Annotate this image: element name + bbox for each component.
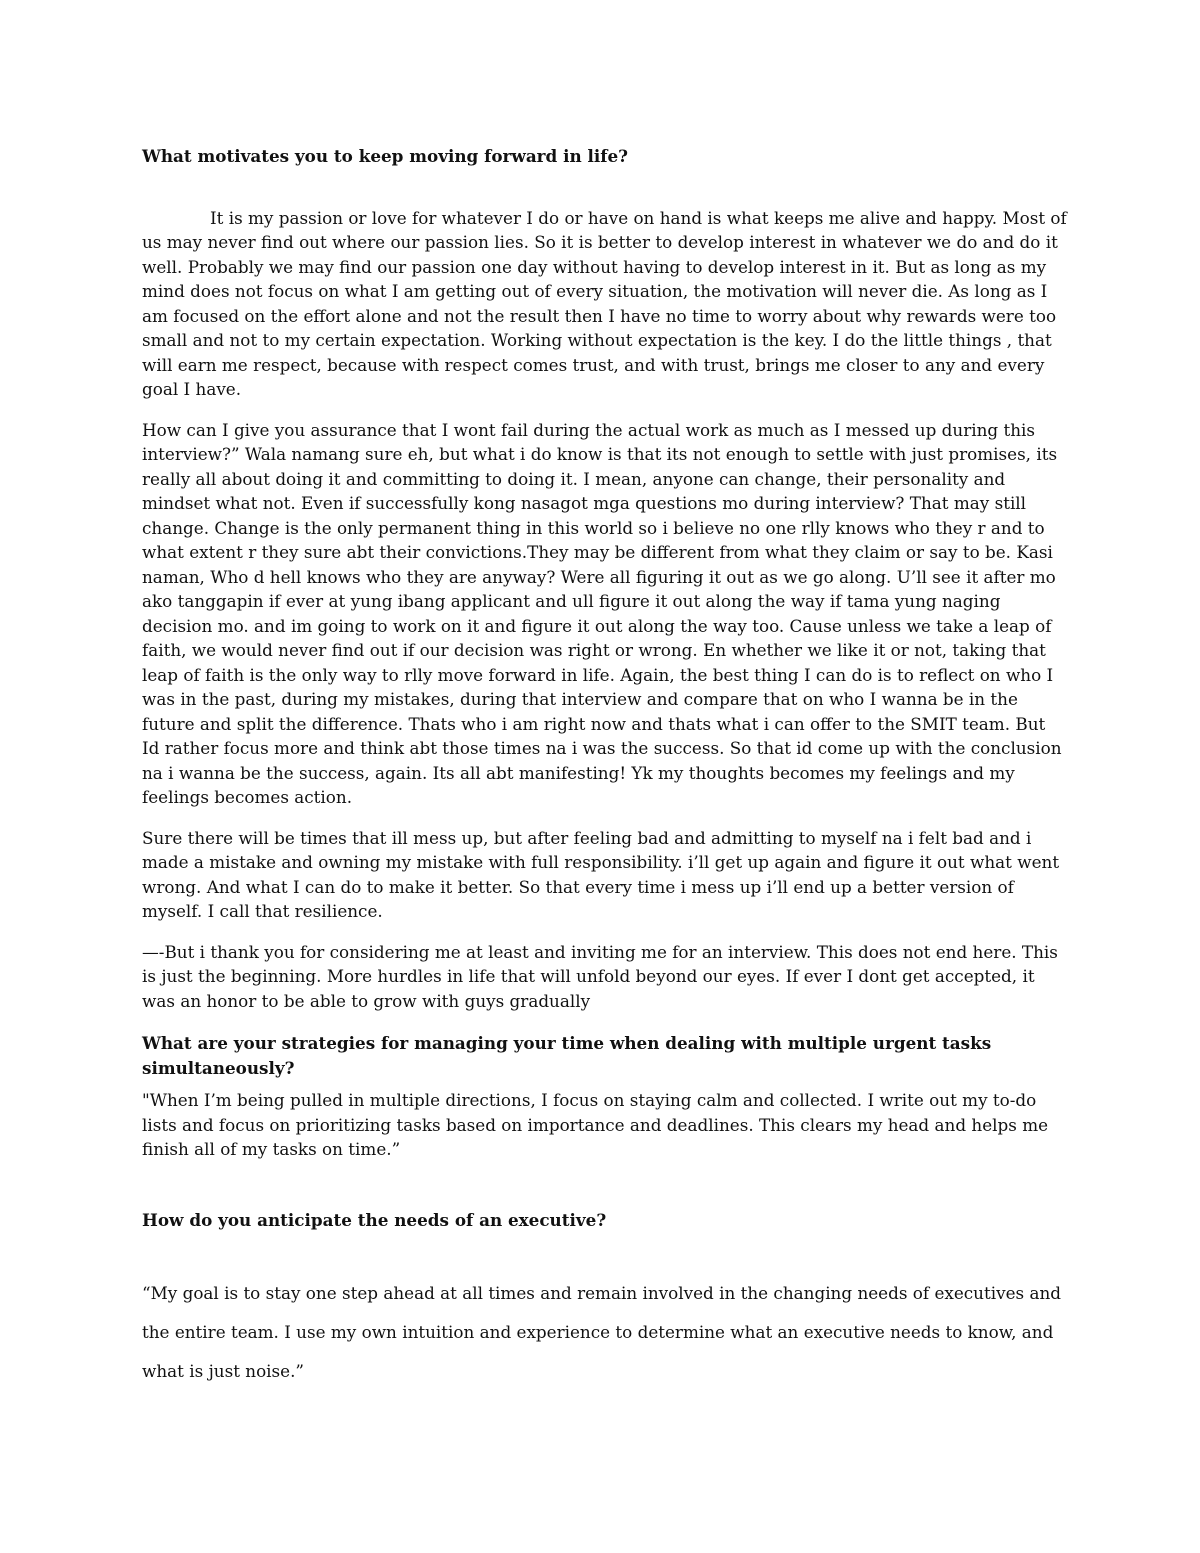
document-page <box>142 140 1067 1391</box>
question-heading-time-management: What are your strategies for managing your time when dealing with multiple urgent tasks simultaneously? <box>142 1033 992 1078</box>
answer-paragraph: How can I give you assurance that I wont fail during the actual work as much as I messed up during this interview?” Wala namang sure eh, but what i do know is that its not enough to settle with just promises, its really all about doing it and committing to doing it. I mean, anyone can change, their personality and mindset what not. Even if successfully kong nasagot mga questions mo during interview? That may still change. Change is the only permanent thing in this world so i believe no one rlly knows who they r and to what extent r they sure abt their convictions.They may be different from what they claim or say to be. Kasi naman, Who d hell knows who they are anyway? Were all figuring it out as we go along. U’ll see it after mo ako tanggapin if ever at yung ibang applicant and ull figure it out along the way if tama yung naging decision mo. and im going to work on it and figure it out along the way too. Cause unless we take a leap of faith, we would never find out if our decision was right or wrong. En whether we like it or not, taking that leap of faith is the only way to rlly move forward in life. Again, the best thing I can do is to reflect on who I was in the past, during my mistakes, during that interview and compare that on who I wanna be in the future and split the difference. Thats who i am right now and thats what i can offer to the SMIT team. But Id rather focus more and think abt those times na i was the success. So that id come up with the conclusion na i wanna be the success, again. Its all abt manifesting! Yk my thoughts becomes my feelings and my feelings becomes action. <box>142 419 1062 807</box>
answer-paragraph: “My goal is to stay one step ahead at all times and remain involved in the changing needs of executives and the entire team. I use my own intuition and experience to determine what an executive needs to know, and what is just noise.” <box>142 1283 1062 1381</box>
answer-paragraph: "When I’m being pulled in multiple directions, I focus on staying calm and collected. I write out my to-do lists and focus on prioritizing tasks based on importance and deadlines. This clears my head and helps me finish all of my tasks on time.” <box>142 1090 1049 1159</box>
question-heading-executive-needs: How do you anticipate the needs of an executive? <box>142 1209 607 1230</box>
answer-paragraph: It is my passion or love for whatever I do or have on hand is what keeps me alive and happy. Most of us may never find out where our passion lies. So it is better to develop interest in whatever we do and do it well. Probably we may find our passion one day without having to develop interest in it. But as long as my mind does not focus on what I am getting out of every situation, the motivation will never die. As long as I am focused on the effort alone and not the result then I have no time to worry about why rewards were too small and not to my certain expectation. Working without expectation is the key. I do the little things , that will earn me respect, because with respect comes trust, and with trust, brings me closer to any and every goal I have. <box>142 207 1067 399</box>
closing-paragraph: —-But i thank you for considering me at least and inviting me for an interview. This does not end here. This is just the beginning. More hurdles in life that will unfold beyond our eyes. If ever I dont get accepted, it was an honor to be able to grow with guys gradually <box>142 941 1058 1011</box>
question-heading-motivation: What motivates you to keep moving forward in life? <box>142 146 629 166</box>
answer-paragraph: Sure there will be times that ill mess up, but after feeling bad and admitting to myself na i felt bad and i made a mistake and owning my mistake with full responsibility. i’ll get up again and figure it out what went wrong. And what I can do to make it better. So that every time i mess up i’ll end up a better version of myself. I call that resilience. <box>142 827 1060 921</box>
